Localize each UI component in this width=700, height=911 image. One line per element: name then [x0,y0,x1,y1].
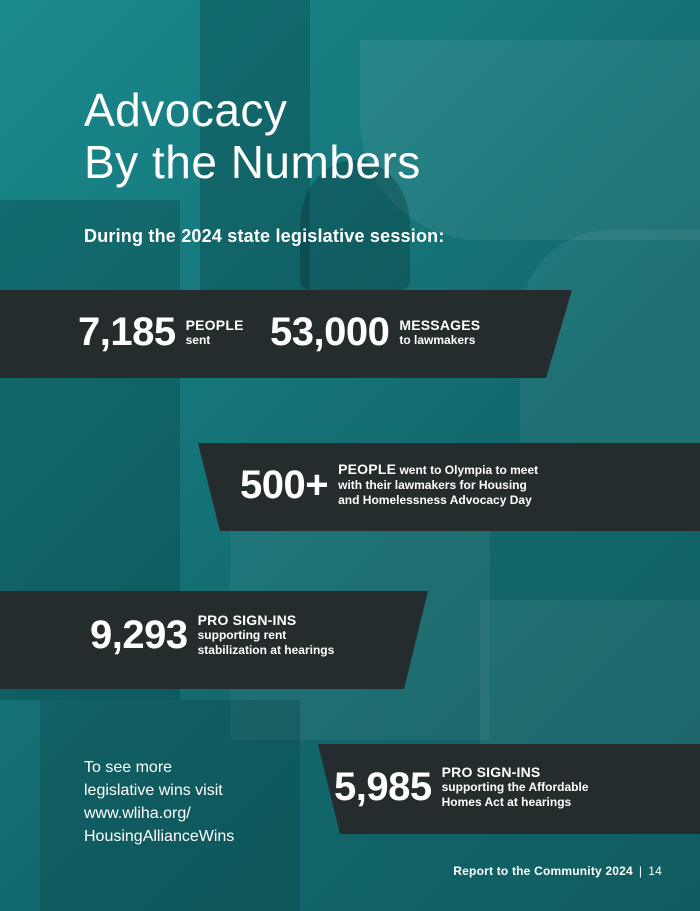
report-title: Report to the Community 2024 [453,864,633,878]
stat-messages [270,312,480,352]
stat-detail-line-3: and Homelessness Advocacy Day [338,493,532,507]
stat-number: 7,185 [78,310,176,354]
title-line-2: By the Numbers [84,136,421,188]
stat-label: PEOPLE [185,316,244,333]
stat-detail-line-2: Homes Act at hearings [441,795,572,809]
background-photo-shade [480,600,700,760]
session-subtitle: During the 2024 state legislative session: [84,226,445,246]
stat-detail-line-1: supporting the Affordable [441,780,589,794]
stat-label: PRO SIGN-INS [197,612,297,628]
stat-detail-line-1: supporting rent [197,628,287,642]
page-title [84,84,421,188]
stat-description [442,764,589,810]
more-wins-info [84,756,234,848]
stat-number: 53,000 [270,310,390,354]
page-footer [453,864,662,878]
stat-label: PEOPLE [338,461,397,477]
stat-rent-stabilization [90,612,334,658]
page-number: 14 [648,864,662,878]
stat-detail: sent [185,332,211,347]
title-line-1: Advocacy [84,84,288,136]
stat-detail-line-2: stabilization at hearings [197,643,335,657]
more-info-line-2: legislative wins visit [84,782,223,799]
stat-people-sent [78,312,244,352]
stat-affordable-homes [334,764,589,810]
stat-description [186,317,244,348]
more-info-link-line-1: www.wliha.org/ [84,805,191,822]
stat-label: PRO SIGN-INS [441,764,541,780]
footer-separator: | [638,864,643,878]
stat-detail: to lawmakers [399,332,476,347]
stat-description [198,612,335,658]
stat-number: 9,293 [90,613,188,657]
stat-advocacy-day [240,462,538,508]
stat-number: 5,985 [334,765,432,809]
stat-description [338,462,538,508]
stat-detail-line-2: with their lawmakers for Housing [338,478,527,492]
stat-number: 500+ [240,463,329,507]
more-info-link-line-2: HousingAllianceWins [84,828,235,845]
stat-detail-line-1: went to Olympia to meet [399,463,539,477]
stat-label: MESSAGES [399,316,481,333]
more-info-line-1: To see more [84,759,173,776]
stat-description [399,317,480,348]
